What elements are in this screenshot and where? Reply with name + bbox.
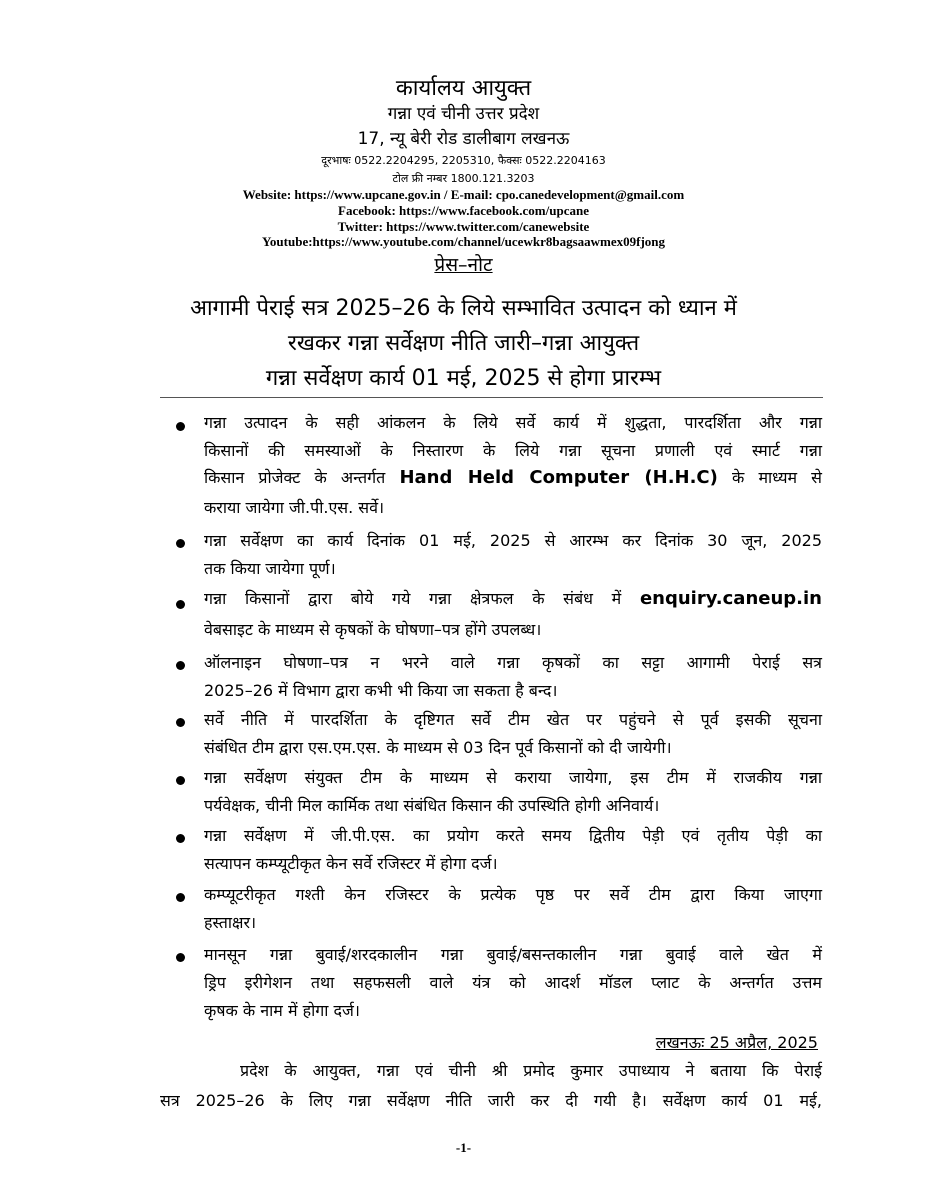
- hhc-term: Hand Held Computer (H.H.C): [399, 467, 718, 488]
- dateline: [0, 1031, 818, 1053]
- phone-fax: दूरभाषः 0522.2204295, 2205310, फैक्सः 0522.2204163: [321, 154, 606, 167]
- enquiry-website: enquiry.caneup.in: [639, 588, 822, 609]
- bullet-9-line-2: ड्रिप इरीगेशन तथा सहफसली वाले यंत्र को आदर्श मॉडल प्लाट के अन्तर्गत उत्तम: [204, 973, 822, 992]
- twitter-link: Twitter: https://www.twitter.com/canewebsite: [337, 219, 590, 234]
- bullet-icon: [176, 600, 185, 609]
- headline-line-1: आगामी पेराई सत्र 2025–26 के लिये सम्भावित उत्पादन को ध्यान में: [190, 296, 737, 321]
- body-line-2: सत्र 2025–26 के लिए गन्ना सर्वेक्षण नीति जारी कर दी गयी है। सर्वेक्षण कार्य 01 मई,: [160, 1091, 822, 1110]
- headline-divider: [160, 397, 823, 398]
- bullet-9-line-3: कृषक के नाम में होगा दर्ज।: [204, 1001, 360, 1020]
- facebook-link: Facebook: https://www.facebook.com/upcane: [338, 203, 589, 218]
- toll-free-number: टोल फ्री नम्बर 1800.121.3203: [392, 172, 535, 185]
- bullet-icon: [176, 776, 185, 785]
- bullet-9-line-1: मानसून गन्ना बुवाई/शरदकालीन गन्ना बुवाई/बसन्तकालीन गन्ना बुवाई वाले खेत में: [204, 945, 822, 964]
- bullet-1-line-3: [204, 466, 822, 488]
- dateline-text: लखनऊः 25 अप्रैल, 2025: [655, 1033, 818, 1052]
- bullet-6-line-1: गन्ना सर्वेक्षण संयुक्त टीम के माध्यम से कराया जायेगा, इस टीम में राजकीय गन्ना: [204, 768, 822, 787]
- bullet-icon: [176, 661, 185, 670]
- press-note-text: प्रेस–नोट: [434, 254, 493, 276]
- bullet-1-line-3-pre: किसान प्रोजेक्ट के अन्तर्गत: [204, 468, 386, 487]
- press-note-label: [0, 251, 927, 277]
- headline-line-2: रखकर गन्ना सर्वेक्षण नीति जारी–गन्ना आयुक्त: [287, 331, 640, 356]
- bullet-3-line-1-pre: गन्ना किसानों द्वारा बोये गये गन्ना क्षेत्रफल के संबंध में: [204, 589, 622, 608]
- bullet-icon: [176, 893, 185, 902]
- bullet-1-line-1: गन्ना उत्पादन के सही आंकलन के लिये सर्वे कार्य में शुद्धता, पारदर्शिता और गन्ना: [204, 413, 822, 432]
- bullet-1-line-4: कराया जायेगा जी.पी.एस. सर्वे।: [204, 498, 385, 517]
- bullet-icon: [176, 834, 185, 843]
- bullet-4-line-2: 2025–26 में विभाग द्वारा कभी भी किया जा सकता है बन्द।: [204, 681, 558, 700]
- bullet-1-line-3-post: के माध्यम से: [732, 468, 823, 487]
- bullet-icon: [176, 539, 185, 548]
- bullet-8-line-2: हस्ताक्षर।: [204, 913, 257, 932]
- bullet-3-line-1: [204, 587, 822, 609]
- bullet-icon: [176, 718, 185, 727]
- headline-line-3: गन्ना सर्वेक्षण कार्य 01 मई, 2025 से होगा प्रारम्भ: [265, 366, 662, 391]
- bullet-6-line-2: पर्यवेक्षक, चीनी मिल कार्मिक तथा संबंधित किसान की उपस्थिति होगी अनिवार्य।: [204, 796, 660, 815]
- bullet-4-line-1: ऑलनाइन घोषणा–पत्र न भरने वाले गन्ना कृषकों का सट्टा आगामी पेराई सत्र: [204, 653, 822, 672]
- body-line-1: प्रदेश के आयुक्त, गन्ना एवं चीनी श्री प्रमोद कुमार उपाध्याय ने बताया कि पेराई: [240, 1061, 822, 1080]
- bullet-5-line-1: सर्वे नीति में पारदर्शिता के दृष्टिगत सर्वे टीम खेत पर पहुंचने से पूर्व इसकी सूचना: [204, 710, 822, 729]
- office-title: कार्यालय आयुक्त: [395, 76, 532, 101]
- department-name: गन्ना एवं चीनी उत्तर प्रदेश: [387, 104, 540, 124]
- bullet-3-line-2: वेबसाइट के माध्यम से कृषकों के घोषणा–पत्र होंगे उपलब्ध।: [204, 620, 542, 639]
- office-address: 17, न्यू बेरी रोड डालीबाग लखनऊ: [357, 129, 570, 149]
- website-email: Website: https://www.upcane.gov.in / E-mail: cpo.canedevelopment@gmail.com: [242, 187, 685, 202]
- page-number: -1-: [455, 1140, 472, 1155]
- bullet-7-line-2: सत्यापन कम्प्यूटीकृत केन सर्वे रजिस्टर में होगा दर्ज।: [204, 854, 498, 873]
- bullet-2-line-2: तक किया जायेगा पूर्ण।: [204, 559, 336, 578]
- bullet-1-line-2: किसानों की समस्याओं के निस्तारण के लिये गन्ना सूचना प्रणाली एवं स्मार्ट गन्ना: [204, 441, 822, 460]
- bullet-icon: [176, 953, 185, 962]
- bullet-7-line-1: गन्ना सर्वेक्षण में जी.पी.एस. का प्रयोग करते समय द्वितीय पेड़ी एवं तृतीय पेड़ी का: [204, 826, 822, 845]
- bullet-8-line-1: कम्प्यूटरीकृत गश्ती केन रजिस्टर के प्रत्येक पृष्ठ पर सर्वे टीम द्वारा किया जाएगा: [204, 885, 822, 904]
- bullet-5-line-2: संबंधित टीम द्वारा एस.एम.एस. के माध्यम से 03 दिन पूर्व किसानों को दी जायेगी।: [204, 738, 672, 757]
- youtube-link: Youtube:https://www.youtube.com/channel/ucewkr8bagsaawmex09fjong: [261, 234, 666, 249]
- bullet-icon: [176, 422, 185, 431]
- bullet-2-line-1: गन्ना सर्वेक्षण का कार्य दिनांक 01 मई, 2025 से आरम्भ कर दिनांक 30 जून, 2025: [204, 531, 822, 550]
